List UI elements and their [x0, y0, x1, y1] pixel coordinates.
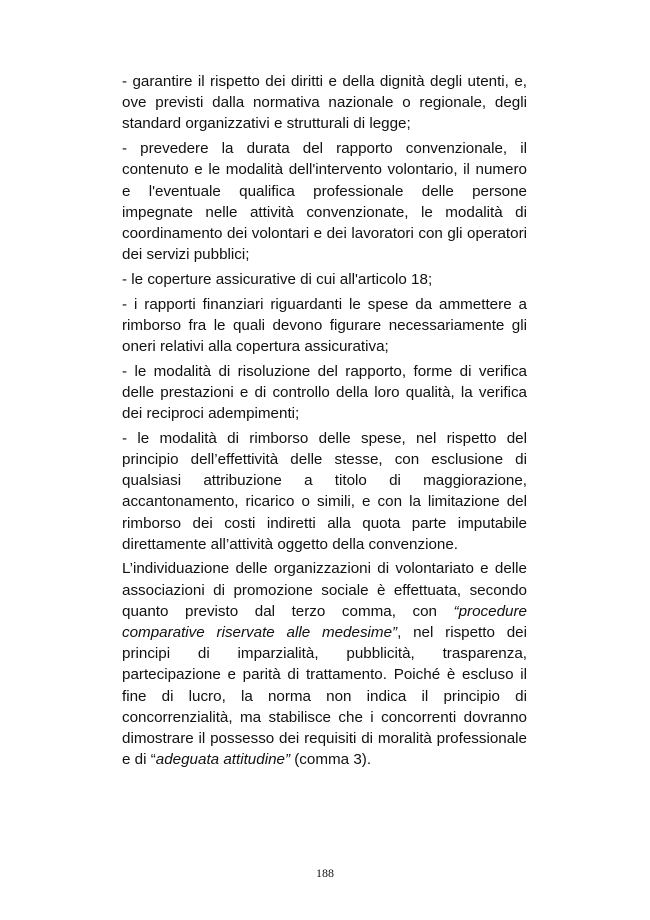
list-item-duration: - prevedere la durata del rapporto convenzionale, il contenuto e le modalità dell'intervento volontario, il numero e l'eventuale qualifica professionale delle persone impegnate nelle attività convenzionate, le modalità di coordinamento dei volontari e dei lavoratori con gli operatori dei servizi pubblici; — [122, 140, 527, 264]
final-paragraph — [122, 558, 527, 770]
page-number: 188 — [316, 866, 334, 880]
final-paragraph-part1: L’individuazione delle organizzazioni di volontariato e delle associazioni di promozione sociale è effettuata, secondo quanto previsto dal terzo comma, con — [122, 560, 527, 620]
list-item-financial: - i rapporti finanziari riguardanti le spese da ammettere a rimborso fra le quali devono figurare necessariamente gli oneri relativi alla copertura assicurativa; — [122, 295, 527, 355]
final-paragraph-part3: (comma 3). — [290, 751, 372, 769]
list-item-termination: - le modalità di risoluzione del rapporto, forme di verifica delle prestazioni e di controllo della loro qualità, la verifica dei reciproci adempimenti; — [122, 362, 527, 423]
final-paragraph-part2: , nel rispetto dei principi di imparzialità, pubblicità, trasparenza, partecipazione e parità di trattamento. Poiché è escluso il fine di lucro, la norma non indica il principio di concorrenzialità, ma stabilisce che i concorrenti dovranno dimostrare il possesso dei requisiti di moralità professionale e di “ — [122, 624, 527, 769]
body-text — [122, 71, 527, 771]
quote-adeguata-attitudine: adeguata attitudine” — [155, 751, 291, 769]
quote-procedure-comparative: “procedure comparative riservate alle medesime” — [122, 602, 527, 642]
list-item-insurance: - le coperture assicurative di cui all'articolo 18; — [122, 270, 433, 288]
list-item-rights: - garantire il rispetto dei diritti e della dignità degli utenti, e, ove previsti dalla normativa nazionale o regionale, degli standard organizzativi e strutturali di legge; — [122, 73, 527, 133]
list-item-reimbursement: - le modalità di rimborso delle spese, nel rispetto del principio dell’effettività delle stesse, con esclusione di qualsiasi attribuzione a titolo di maggiorazione, accantonamento, ricarico o simili, e con la limitazione del rimborso dei costi indiretti alla quota parte imputabile direttamente all’attività oggetto della convenzione. — [122, 429, 527, 553]
